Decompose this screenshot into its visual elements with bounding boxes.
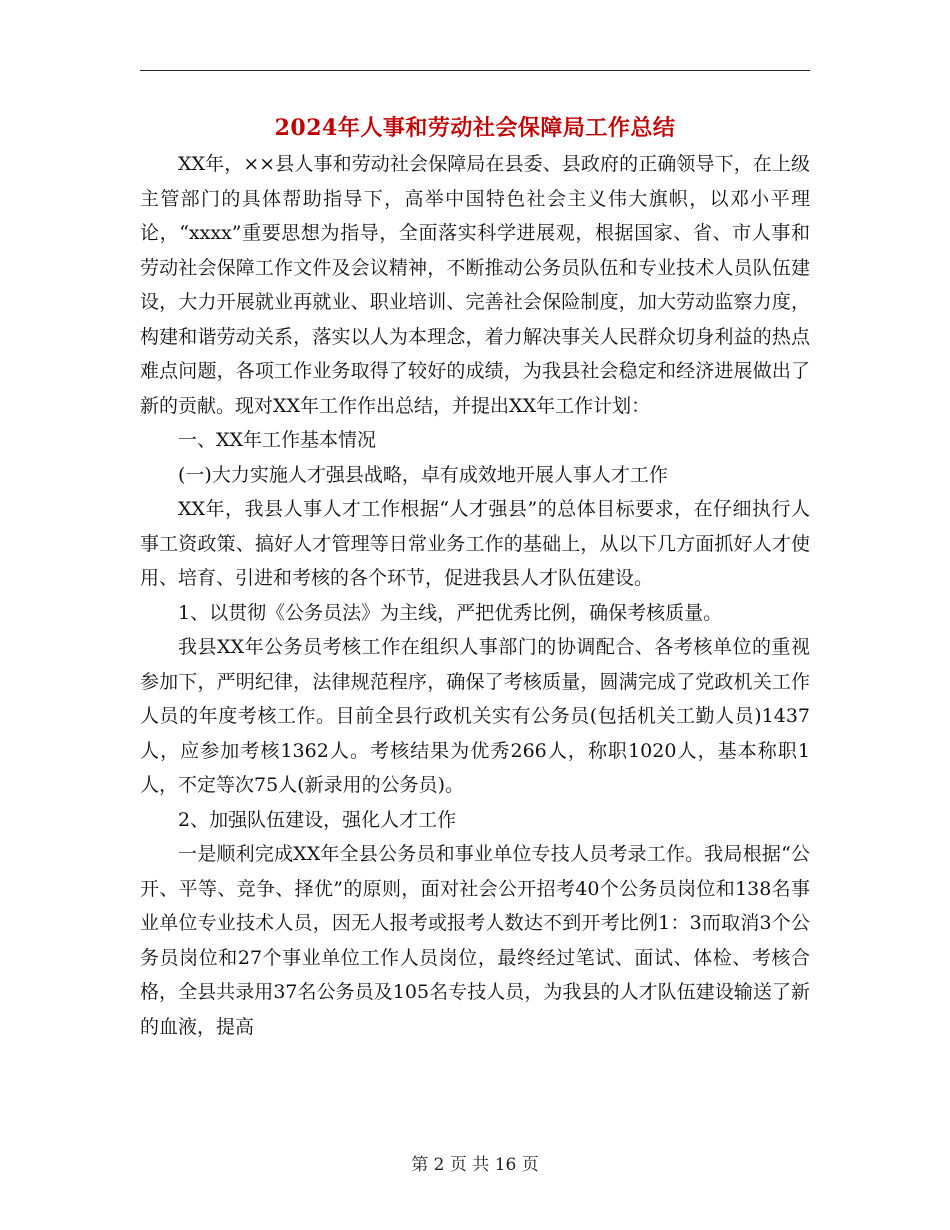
subsection-heading: (一)大力实施人才强县战略，卓有成效地开展人事人才工作 [178, 463, 668, 486]
paragraph-recruitment: 一是顺利完成XX年全县公务员和事业单位专技人员考录工作。我局根据“公开、平等、竞争、择优”的原则，面对社会公开招考40个公务员岗位和138名事业单位专业技术人员，因无人报考或报考人数达不到开考比例1：3而取消3个公务员岗位和27个事业单位工作人员岗位，最终经过笔试、面试、体检、考核合格，全县共录用37名公务员及105名专技人员，为我县的人才队伍建设输送了新的血液，提高 [140, 843, 810, 1038]
header-rule [140, 70, 810, 71]
page-footer [0, 1153, 950, 1177]
paragraph-assessment: 我县XX年公务员考核工作在组织人事部门的协调配合、各考核单位的重视参加下，严明纪律，法律规范程序，确保了考核质量，圆满完成了党政机关工作人员的年度考核工作。目前全县行政机关实有公务员(包括机关工勤人员)1437人，应参加考核1362人。考核结果为优秀266人，称职1020人，基本称职1人，不定等次75人(新录用的公务员)。 [140, 636, 810, 796]
page-number: 第 2 页 共 16 页 [411, 1155, 539, 1175]
item-heading-1: 1、以贯彻《公务员法》为主线，严把优秀比例，确保考核质量。 [178, 601, 723, 624]
section-heading: 一、XX年工作基本情况 [178, 429, 377, 451]
document-title: 2024年人事和劳动社会保障局工作总结 [274, 115, 676, 141]
paragraph-intro: XX年，××县人事和劳动社会保障局在县委、县政府的正确领导下，在上级主管部门的具体帮助指导下，高举中国特色社会主义伟大旗帜，以邓小平理论，“xxxx”重要思想为指导，全面落实科学进展观，根据国家、省、市人事和劳动社会保障工作文件及会议精神，不断推动公务员队伍和专业技术人员队伍建设，大力开展就业再就业、职业培训、完善社会保险制度，加大劳动监察力度，构建和谐劳动关系，落实以人为本理念，着力解决事关人民群众切身利益的热点难点问题，各项工作业务取得了较好的成绩，为我县社会稳定和经济进展做出了新的贡献。现对XX年工作作出总结，并提出XX年工作计划： [140, 153, 810, 417]
document-body [140, 147, 810, 1044]
item-heading-2: 2、加强队伍建设，强化人才工作 [178, 808, 457, 831]
paragraph-talent-work: XX年，我县人事人才工作根据“人才强县”的总体目标要求，在仔细执行人事工资政策、搞好人才管理等日常业务工作的基础上，从以下几方面抓好人才使用、培育、引进和考核的各个环节，促进我县人才队伍建设。 [140, 498, 810, 589]
